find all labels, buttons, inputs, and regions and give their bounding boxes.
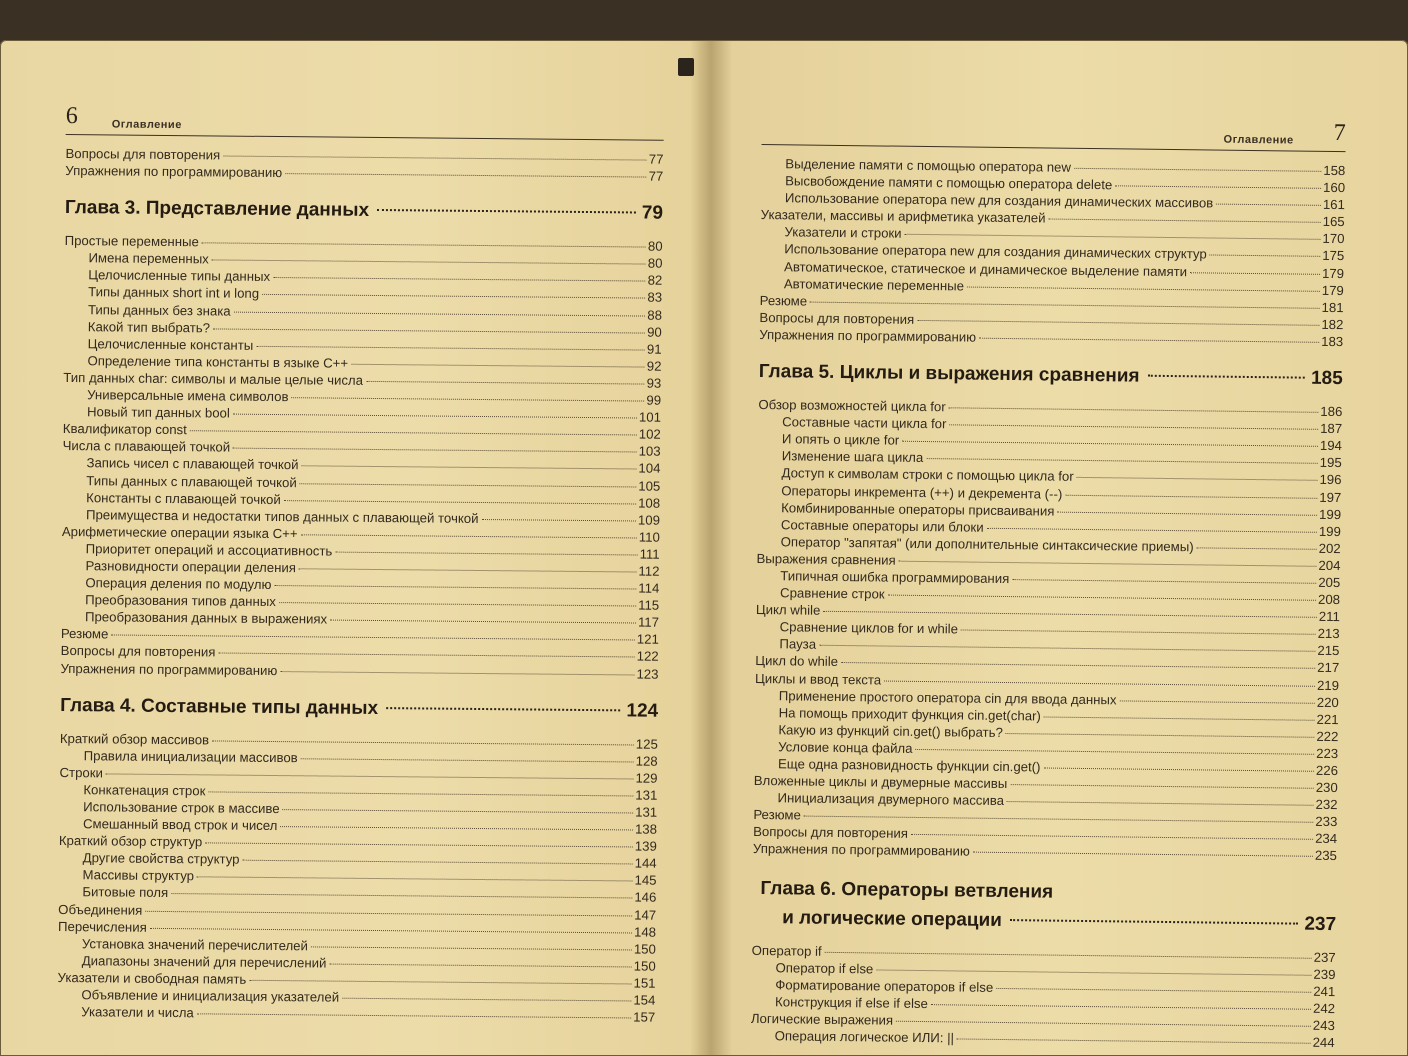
chapter-heading-line1: Глава 6. Операторы ветвления xyxy=(760,877,1054,903)
entry-title: Числа с плавающей точкой xyxy=(62,438,231,455)
entry-title: Указатели и числа xyxy=(81,1004,194,1021)
entry-page-number: 154 xyxy=(633,992,656,1008)
entry-page-number: 220 xyxy=(1316,694,1339,710)
entry-page-number: 202 xyxy=(1318,540,1341,556)
entry-title: Краткий обзор массивов xyxy=(59,730,210,748)
entry-page-number: 160 xyxy=(1322,179,1346,196)
dot-leader xyxy=(212,739,634,745)
entry-page-number: 91 xyxy=(646,341,662,357)
entry-title: Краткий обзор структур xyxy=(58,833,203,850)
dot-leader xyxy=(205,842,633,848)
dot-leader xyxy=(273,276,646,282)
entry-title: Определение типа константы в языке C++ xyxy=(87,353,349,371)
entry-page-number: 125 xyxy=(635,736,658,752)
dot-leader xyxy=(987,526,1317,532)
dot-leader xyxy=(917,319,1319,326)
entry-page-number: 208 xyxy=(1317,591,1341,608)
dot-leader xyxy=(111,634,635,641)
dot-leader xyxy=(234,310,646,316)
entry-title: Указатели и строки xyxy=(784,224,902,242)
entry-title: Выражения сравнения xyxy=(756,550,896,568)
chapter-heading xyxy=(759,360,1343,391)
entry-title: На помощь приходит функция cin.get(char) xyxy=(778,704,1041,724)
entry-page-number: 148 xyxy=(633,924,657,940)
dot-leader xyxy=(208,790,633,796)
entry-page-number: 158 xyxy=(1323,162,1346,179)
dot-leader xyxy=(1012,578,1316,584)
dot-leader xyxy=(949,406,1319,413)
entry-page-number: 235 xyxy=(1314,848,1338,864)
dot-leader xyxy=(1115,184,1321,189)
entry-title: Использование оператора new для создания динамических структур xyxy=(784,241,1207,262)
entry-title: Циклы и ввод текста xyxy=(754,670,882,688)
dot-leader xyxy=(197,1012,631,1018)
entry-page-number: 217 xyxy=(1317,660,1340,676)
dot-leader xyxy=(351,363,645,368)
dot-leader xyxy=(284,499,636,504)
dot-leader xyxy=(1190,271,1320,275)
entry-page-number: 199 xyxy=(1318,506,1342,522)
dot-leader xyxy=(243,859,633,865)
dot-leader xyxy=(202,241,646,247)
dot-leader xyxy=(1043,766,1313,771)
dot-leader xyxy=(386,706,620,711)
dot-leader xyxy=(190,429,637,435)
entry-title: Какую из функций cin.get() выбрать? xyxy=(778,722,1003,740)
entry-title: Константы с плавающей точкой xyxy=(86,489,281,507)
entry-page-number: 147 xyxy=(634,907,657,923)
entry-page-number: 101 xyxy=(638,409,662,425)
entry-title: Перечисления xyxy=(57,918,147,935)
entry-title: Другие свойства структур xyxy=(82,850,240,867)
entry-page-number: 122 xyxy=(636,648,659,665)
entry-page-number: 222 xyxy=(1316,728,1339,744)
chapter-heading-line2 xyxy=(752,905,1336,937)
entry-page-number: 111 xyxy=(639,546,660,562)
dot-leader xyxy=(212,259,646,265)
dot-leader xyxy=(926,457,1317,464)
dot-leader xyxy=(1216,203,1321,206)
chapter-heading xyxy=(65,196,663,226)
entry-page-number: 197 xyxy=(1319,489,1342,505)
entry-page-number: 128 xyxy=(635,753,658,769)
entry-page-number: 104 xyxy=(638,460,661,477)
dot-leader xyxy=(292,396,645,401)
entry-page-number: 102 xyxy=(638,426,661,442)
entry-title: Инициализация двумерного массива xyxy=(777,790,1005,809)
entry-page-number: 112 xyxy=(638,563,660,579)
entry-title: Логические выражения xyxy=(750,1010,894,1028)
dot-leader xyxy=(996,987,1311,993)
chapter-page-number: 237 xyxy=(1304,913,1337,935)
entry-page-number: 103 xyxy=(638,443,661,460)
entry-title: Автоматические переменные xyxy=(783,275,965,294)
entry-title: Приоритет операций и ассоциативность xyxy=(85,541,333,559)
entry-page-number: 215 xyxy=(1317,643,1340,659)
dot-leader xyxy=(283,808,634,813)
dot-leader xyxy=(888,594,1316,601)
entry-title: Указатели, массивы и арифметика указателей xyxy=(760,207,1046,226)
entry-title: Простые переменные xyxy=(64,233,199,250)
entry-title: Объединения xyxy=(58,901,143,918)
entry-title: Резюме xyxy=(60,626,109,642)
entry-page-number: 131 xyxy=(635,787,658,803)
entry-page-number: 83 xyxy=(647,290,663,306)
entry-page-number: 108 xyxy=(638,495,661,511)
entry-title: Цикл while xyxy=(755,602,821,618)
entry-page-number: 145 xyxy=(634,872,657,889)
entry-title: Применение простого оператора cin для ввода данных xyxy=(778,687,1117,708)
dot-leader xyxy=(1210,254,1321,257)
entry-title: Массивы структур xyxy=(82,867,195,884)
entry-page-number: 165 xyxy=(1322,214,1345,230)
page-number: 7 xyxy=(1333,119,1346,147)
entry-title: Упражнения по программированию xyxy=(759,326,977,345)
dot-leader xyxy=(285,172,647,177)
entry-title: Тип данных char: символы и малые целые числа xyxy=(63,369,364,388)
running-header xyxy=(66,100,664,141)
dot-leader xyxy=(274,584,636,589)
entry-title: Установка значений перечислителей xyxy=(81,935,309,954)
entry-page-number: 187 xyxy=(1320,420,1343,437)
left-page xyxy=(57,100,664,1026)
running-title: Оглавление xyxy=(111,118,182,132)
dot-leader xyxy=(213,327,645,333)
running-header xyxy=(762,110,1346,152)
entry-title: Обзор возможностей цикла for xyxy=(758,397,946,415)
dot-leader xyxy=(967,285,1320,291)
dot-leader xyxy=(106,772,634,779)
dot-leader xyxy=(335,550,637,555)
dot-leader xyxy=(280,670,634,675)
dot-leader xyxy=(1057,510,1317,515)
entry-title: Конструкция if else if else xyxy=(775,994,928,1011)
entry-title: Целочисленные константы xyxy=(87,335,254,353)
chapter-title: Глава 5. Циклы и выражения сравнения xyxy=(758,361,1140,387)
entry-page-number: 80 xyxy=(647,238,663,254)
entry-page-number: 131 xyxy=(635,804,658,820)
dot-leader xyxy=(299,567,637,572)
entry-page-number: 77 xyxy=(648,168,664,184)
entry-page-number: 138 xyxy=(634,821,658,837)
entry-title: Целочисленные типы данных xyxy=(88,267,271,285)
dot-leader xyxy=(280,825,633,830)
entry-page-number: 146 xyxy=(634,889,657,906)
entry-title: Комбинированные операторы присваивания xyxy=(781,499,1055,519)
dot-leader xyxy=(311,945,632,950)
entry-page-number: 237 xyxy=(1313,949,1336,965)
chapter-page-number: 124 xyxy=(626,700,659,722)
entry-page-number: 186 xyxy=(1320,403,1343,420)
dot-leader xyxy=(961,629,1316,635)
entry-title: Использование строк в массиве xyxy=(83,799,280,817)
dot-leader xyxy=(342,997,631,1002)
entry-title: Преобразования данных в выражениях xyxy=(84,609,328,627)
entry-title: И опять о цикле for xyxy=(781,431,900,448)
chapter-page-number: 185 xyxy=(1310,367,1343,390)
entry-page-number: 183 xyxy=(1321,333,1344,350)
entry-page-number: 199 xyxy=(1318,523,1341,539)
entry-page-number: 105 xyxy=(638,478,661,494)
entry-page-number: 204 xyxy=(1318,557,1341,573)
entry-page-number: 151 xyxy=(633,975,656,991)
entry-page-number: 234 xyxy=(1315,831,1338,847)
entry-page-number: 175 xyxy=(1322,248,1345,264)
entry-title: Резюме xyxy=(759,292,808,309)
entry-title: Объявление и инициализация указателей xyxy=(81,987,340,1005)
entry-page-number: 121 xyxy=(636,631,659,648)
entry-title: Операция логическое ИЛИ: || xyxy=(774,1028,955,1046)
chapter-title: Глава 4. Составные типы данных xyxy=(60,694,379,719)
dot-leader xyxy=(145,909,632,916)
entry-title: Типы данных с плавающей точкой xyxy=(86,472,297,490)
entry-title: Резюме xyxy=(753,807,801,823)
entry-page-number: 161 xyxy=(1322,197,1345,213)
dot-leader xyxy=(366,380,645,385)
entry-page-number: 226 xyxy=(1315,762,1339,779)
chapter-title: и логические операции xyxy=(782,906,1003,931)
dot-leader xyxy=(905,233,1321,240)
entry-page-number: 109 xyxy=(637,512,661,528)
dot-leader xyxy=(823,610,1317,618)
entry-title: Операторы инкремента (++) и декремента (--) xyxy=(781,482,1063,502)
entry-title: Диапазоны значений для перечислений xyxy=(81,953,327,971)
dot-leader xyxy=(301,757,634,762)
entry-page-number: 144 xyxy=(634,855,657,871)
entry-title: Типичная ошибка программирования xyxy=(780,568,1010,587)
entry-title: Типы данных без знака xyxy=(87,301,231,319)
dot-leader xyxy=(197,876,632,882)
dot-leader xyxy=(1006,732,1315,738)
entry-page-number: 182 xyxy=(1321,316,1344,332)
dot-leader xyxy=(329,962,631,967)
entry-title: Имена переменных xyxy=(88,250,209,267)
dot-leader xyxy=(810,300,1320,308)
entry-title: Оператор if xyxy=(751,942,822,959)
entry-title: Составные операторы или блоки xyxy=(780,516,984,535)
entry-page-number: 82 xyxy=(647,272,663,289)
entry-title: Условие конца файла xyxy=(778,739,913,756)
dot-leader xyxy=(896,1020,1311,1027)
entry-title: Вопросы для повторения xyxy=(65,145,221,163)
entry-page-number: 232 xyxy=(1315,797,1338,813)
dot-leader xyxy=(330,619,636,624)
entry-page-number: 230 xyxy=(1315,779,1338,796)
dot-leader xyxy=(233,447,637,453)
dot-leader xyxy=(841,661,1315,669)
dot-leader xyxy=(1074,167,1321,172)
toc-list xyxy=(751,155,1346,1051)
entry-title: Преимущества и недостатки типов данных с плавающей точкой xyxy=(85,506,479,526)
entry-title: Вопросы для повторения xyxy=(60,643,216,660)
entry-page-number: 88 xyxy=(647,307,663,323)
dot-leader xyxy=(804,815,1314,823)
entry-title: Составные части цикла for xyxy=(782,414,947,432)
entry-page-number: 110 xyxy=(638,529,660,545)
entry-page-number: 241 xyxy=(1313,983,1336,999)
entry-title: Универсальные имена символов xyxy=(87,387,289,405)
entry-page-number: 243 xyxy=(1312,1017,1335,1034)
entry-page-number: 99 xyxy=(646,392,662,408)
dot-leader xyxy=(902,440,1318,447)
entry-title: Еще одна разновидность функции cin.get() xyxy=(777,756,1041,775)
entry-page-number: 233 xyxy=(1315,814,1338,830)
entry-page-number: 194 xyxy=(1319,438,1343,454)
dot-leader xyxy=(979,337,1319,343)
entry-title: Вопросы для повторения xyxy=(759,309,915,327)
toc-list xyxy=(57,145,663,1026)
entry-title: Цикл do while xyxy=(755,653,839,670)
dot-leader xyxy=(1010,918,1299,925)
dot-leader xyxy=(218,652,634,658)
entry-title: Вложенные циклы и двумерные массивы xyxy=(753,773,1008,792)
entry-title: Использование оператора new для создания динамических массивов xyxy=(784,190,1214,211)
dot-leader xyxy=(876,968,1311,975)
entry-page-number: 92 xyxy=(646,358,662,374)
entry-page-number: 181 xyxy=(1321,299,1344,315)
dot-leader xyxy=(256,345,645,351)
entry-title: Указатели и свободная память xyxy=(57,969,247,987)
dot-leader xyxy=(899,560,1317,567)
dot-leader xyxy=(1007,800,1314,806)
dot-leader xyxy=(884,679,1315,686)
chapter-heading xyxy=(60,694,658,724)
entry-title: Выделение памяти с помощью оператора new xyxy=(785,156,1072,175)
entry-title: Запись чисел с плавающей точкой xyxy=(86,455,299,473)
dot-leader xyxy=(249,979,631,985)
entry-page-number: 242 xyxy=(1312,1000,1336,1016)
dot-leader xyxy=(1049,218,1321,223)
entry-title: Операция деления по модулю xyxy=(85,575,272,593)
entry-title: Битовые поля xyxy=(82,884,169,901)
chapter-page-number: 79 xyxy=(641,202,664,224)
dot-leader xyxy=(1120,699,1315,703)
dot-leader xyxy=(911,833,1313,840)
dot-leader xyxy=(1044,715,1315,720)
entry-page-number: 244 xyxy=(1312,1034,1335,1051)
dot-leader xyxy=(1148,374,1306,379)
entry-page-number: 150 xyxy=(633,941,656,957)
page-number: 6 xyxy=(65,102,78,130)
entry-title: Вопросы для повторения xyxy=(753,824,909,842)
entry-page-number: 123 xyxy=(636,666,659,682)
dot-leader xyxy=(1065,493,1317,498)
running-title: Оглавление xyxy=(1223,133,1294,147)
entry-page-number: 150 xyxy=(633,958,656,974)
dot-leader xyxy=(300,482,637,487)
entry-title: Сравнение строк xyxy=(780,585,885,602)
entry-page-number: 117 xyxy=(637,614,660,630)
entry-page-number: 139 xyxy=(634,838,657,854)
dot-leader xyxy=(301,533,637,538)
entry-page-number: 114 xyxy=(638,580,660,596)
entry-title: Типы данных short int и long xyxy=(88,284,260,302)
entry-title: Строки xyxy=(59,764,103,781)
entry-title: Квалификатор const xyxy=(62,421,187,438)
entry-page-number: 211 xyxy=(1318,608,1340,625)
dot-leader xyxy=(819,644,1315,652)
entry-page-number: 219 xyxy=(1316,677,1340,693)
entry-title: Автоматическое, статическое и динамическое выделение памяти xyxy=(783,258,1188,279)
entry-page-number: 196 xyxy=(1319,472,1342,488)
entry-title: Доступ к символам строки с помощью цикла for xyxy=(781,465,1074,485)
entry-title: Упражнения по программированию xyxy=(60,660,278,678)
entry-page-number: 205 xyxy=(1318,574,1341,591)
dot-leader xyxy=(1197,546,1317,549)
dot-leader xyxy=(223,155,647,161)
entry-page-number: 90 xyxy=(647,324,662,340)
dot-leader xyxy=(973,851,1313,857)
right-page xyxy=(751,110,1346,1051)
dot-leader xyxy=(1010,783,1313,789)
entry-title: Пауза xyxy=(779,636,817,653)
entry-title: Смешанный ввод строк и чисел xyxy=(82,816,278,834)
entry-title: Высвобождение памяти с помощью оператора delete xyxy=(785,173,1113,193)
entry-title: Упражнения по программированию xyxy=(752,841,970,860)
entry-page-number: 77 xyxy=(648,151,664,167)
bookmark-ribbon xyxy=(678,58,694,76)
entry-page-number: 239 xyxy=(1313,966,1336,982)
entry-title: Оператор if else xyxy=(775,959,874,977)
entry-page-number: 223 xyxy=(1316,745,1339,761)
dot-leader xyxy=(931,1003,1311,1010)
entry-title: Упражнения по программированию xyxy=(65,163,283,181)
dot-leader xyxy=(377,208,636,213)
entry-page-number: 93 xyxy=(646,375,662,391)
dot-leader xyxy=(481,518,635,521)
chapter-title: Глава 3. Представление данных xyxy=(64,197,370,222)
entry-title: Преобразования типов данных xyxy=(85,592,276,610)
dot-leader xyxy=(916,748,1315,755)
entry-title: Правила инициализации массивов xyxy=(83,747,298,765)
dot-leader xyxy=(957,1037,1311,1043)
entry-title: Изменение шага цикла xyxy=(781,448,924,466)
entry-title: Оператор "запятая" (или дополнительные синтаксические приемы) xyxy=(780,534,1194,555)
entry-page-number: 195 xyxy=(1319,455,1342,471)
entry-page-number: 170 xyxy=(1322,231,1345,247)
entry-title: Новый тип данных bool xyxy=(86,404,230,421)
entry-title: Разновидности операции деления xyxy=(85,558,296,576)
entry-page-number: 221 xyxy=(1316,711,1339,727)
dot-leader xyxy=(233,413,637,419)
entry-title: Форматирование операторов if else xyxy=(775,976,994,995)
entry-page-number: 179 xyxy=(1321,282,1344,298)
entry-title: Арифметические операции языка C++ xyxy=(61,523,298,542)
entry-title: Какой тип выбрать? xyxy=(87,318,211,336)
dot-leader xyxy=(262,293,645,299)
entry-page-number: 129 xyxy=(635,770,658,786)
dot-leader xyxy=(1077,476,1318,481)
entry-page-number: 213 xyxy=(1317,626,1340,642)
dot-leader xyxy=(949,423,1318,430)
entry-page-number: 157 xyxy=(633,1009,656,1025)
entry-title: Сравнение циклов for и while xyxy=(779,619,959,637)
dot-leader xyxy=(171,893,632,899)
dot-leader xyxy=(279,601,636,606)
dot-leader xyxy=(302,465,637,470)
dot-leader xyxy=(150,926,632,933)
entry-page-number: 179 xyxy=(1321,265,1345,281)
entry-title: Конкатенация строк xyxy=(83,782,206,799)
entry-page-number: 80 xyxy=(647,255,663,272)
dot-leader xyxy=(825,950,1312,958)
entry-page-number: 115 xyxy=(638,597,660,613)
